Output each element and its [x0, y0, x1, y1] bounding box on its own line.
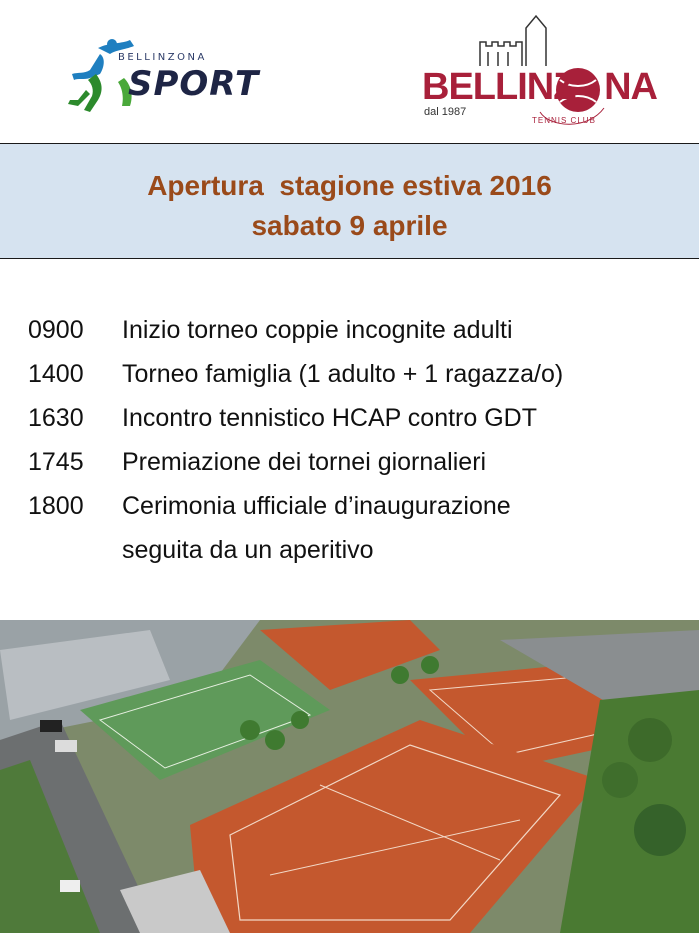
schedule-description: Inizio torneo coppie incognite adulti	[122, 316, 513, 344]
schedule-description: Cerimonia ufficiale d’inaugurazione	[122, 492, 511, 520]
event-title: Apertura stagione estiva 2016	[147, 170, 552, 201]
sport-logo-small-text: BELLINZONA	[118, 52, 207, 63]
schedule-time: 1630	[28, 404, 84, 432]
schedule-description: Torneo famiglia (1 adulto + 1 ragazza/o)	[122, 360, 564, 388]
schedule-row	[0, 492, 699, 532]
event-date: sabato 9 aprile	[251, 210, 448, 241]
tennis-club-logo	[418, 8, 657, 133]
schedule-time: 1745	[28, 448, 84, 476]
aerial-tennis-courts-photo	[0, 620, 699, 933]
schedule-description: seguita da un aperitivo	[122, 536, 374, 564]
schedule-row	[0, 316, 699, 356]
tennis-club-label: TENNIS CLUB	[532, 116, 596, 125]
tennis-club-name: BELLINZ NA	[422, 66, 657, 108]
tennis-club-since: dal 1987	[424, 106, 467, 118]
event-title-banner	[0, 143, 699, 259]
schedule-row	[0, 448, 699, 488]
sport-logo-big-text: SPORT	[128, 64, 260, 104]
schedule-time: 1400	[28, 360, 84, 388]
schedule-row	[0, 404, 699, 444]
schedule-row	[0, 360, 699, 400]
schedule-time: 0900	[28, 316, 84, 344]
schedule-description: Incontro tennistico HCAP contro GDT	[122, 404, 537, 432]
schedule-time: 1800	[28, 492, 84, 520]
header-logos	[0, 0, 699, 143]
bellinzona-sport-logo	[60, 34, 260, 124]
schedule-row	[0, 536, 699, 576]
schedule-description: Premiazione dei tornei giornalieri	[122, 448, 487, 476]
